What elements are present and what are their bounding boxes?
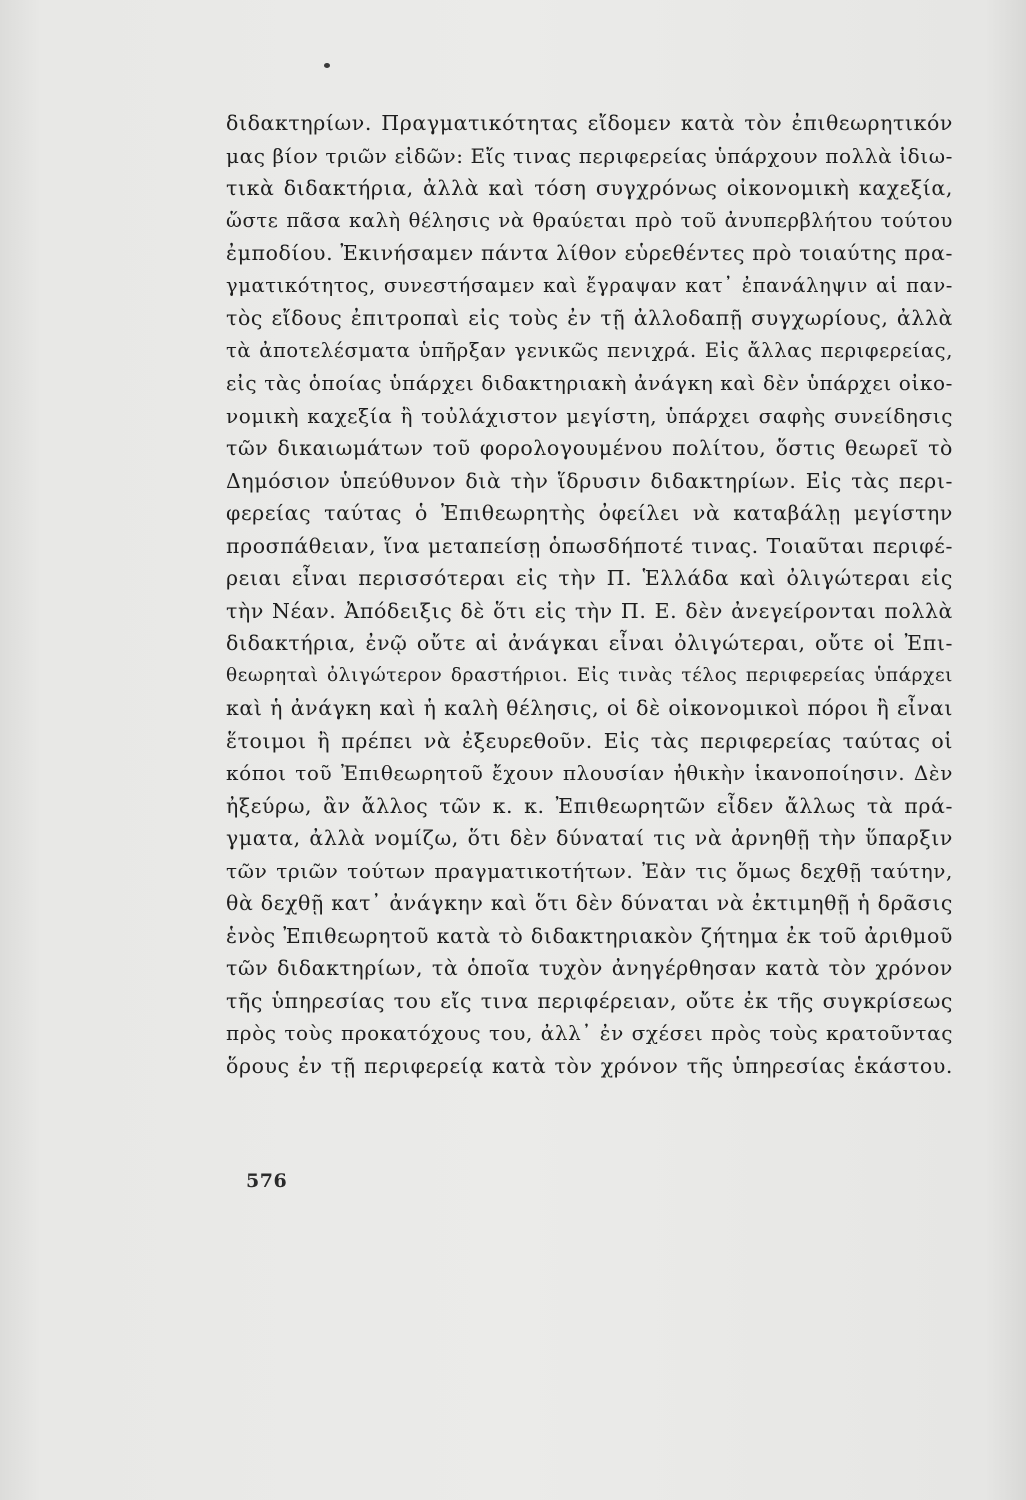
text-line: γματα, ἀλλὰ νομίζω, ὅτι δὲν δύναταί τις νὰ ἀρνηθῇ τὴν ὕπαρξιν — [226, 826, 953, 850]
text-line: ὅρους ἐν τῇ περιφερείᾳ κατὰ τὸν χρόνον τῆς ὑπηρεσίας ἑκάστου. — [226, 1053, 953, 1078]
text-line: εἰς τὰς ὁποίας ὑπάρχει διδακτηριακὴ ἀνάγκη καὶ δὲν ὑπάρχει οἰκο- — [226, 371, 953, 395]
text-line: θεωρηταὶ ὀλιγώτερον δραστήριοι. Εἰς τινὰς τέλος περιφερείας ὑπάρχει — [226, 664, 953, 686]
text-line: φερείας ταύτας ὁ Ἐπιθεωρητὴς ὀφείλει νὰ καταβάλῃ μεγίστην — [226, 501, 953, 525]
text-line: γματικότητος, συνεστήσαμεν καὶ ἔγραψαν κατ᾽ ἐπανάληψιν αἱ παν- — [226, 273, 953, 297]
text-line: καὶ ἡ ἀνάγκη καὶ ἡ καλὴ θέλησις, οἱ δὲ οἰκονομικοὶ πόροι ἢ εἶναι — [226, 696, 953, 720]
text-line: τικὰ διδακτήρια, ἀλλὰ καὶ τόση συγχρόνως οἰκονομικὴ καχεξία, — [226, 176, 953, 200]
text-line: τῶν δικαιωμάτων τοῦ φορολογουμένου πολίτου, ὅστις θεωρεῖ τὸ — [226, 436, 953, 460]
text-line: τὸς εἴδους ἐπιτροπαὶ εἰς τοὺς ἐν τῇ ἀλλοδαπῇ συγχωρίους, ἀλλὰ — [226, 306, 953, 330]
text-line: διδακτηρίων. Πραγματικότητας εἴδομεν κατὰ τὸν ἐπιθεωρητικόν — [226, 111, 953, 135]
page-number: 576 — [246, 1170, 288, 1192]
text-line: προσπάθειαν, ἵνα μεταπείσῃ ὁπωσδήποτέ τινας. Τοιαῦται περιφέ- — [226, 533, 953, 558]
text-line: Δημόσιον ὑπεύθυνον διὰ τὴν ἵδρυσιν διδακτηρίων. Εἰς τὰς περι- — [226, 468, 953, 493]
text-line: τῆς ὑπηρεσίας του εἴς τινα περιφέρειαν, οὔτε ἐκ τῆς συγκρίσεως — [226, 988, 953, 1013]
text-line: τὴν Νέαν. Ἀπόδειξις δὲ ὅτι εἰς τὴν Π. Ε. δὲν ἀνεγείρονται πολλὰ — [226, 598, 953, 623]
text-line: πρὸς τοὺς προκατόχους του, ἀλλ᾽ ἐν σχέσει πρὸς τοὺς κρατοῦντας — [226, 1021, 953, 1045]
text-line: τῶν διδακτηρίων, τὰ ὁποῖα τυχὸν ἀνηγέρθησαν κατὰ τὸν χρόνον — [226, 956, 953, 980]
text-line: ἠξεύρω, ἂν ἄλλος τῶν κ. κ. Ἐπιθεωρητῶν εἶδεν ἄλλως τὰ πρά- — [226, 793, 953, 818]
text-line: ἐμποδίου. Ἐκινήσαμεν πάντα λίθον εὑρεθέντες πρὸ τοιαύτης πρα- — [226, 241, 953, 265]
text-line: ρειαι εἶναι περισσότεραι εἰς τὴν Π. Ἑλλάδα καὶ ὀλιγώτεραι εἰς — [226, 566, 953, 590]
text-line: μας βίον τριῶν εἰδῶν: Εἴς τινας περιφερείας ὑπάρχουν πολλὰ ἰδιω- — [226, 143, 953, 168]
text-line: ὥστε πᾶσα καλὴ θέλησις νὰ θραύεται πρὸ τοῦ ἀνυπερβλήτου τούτου — [226, 208, 953, 232]
body-text — [226, 107, 953, 1082]
text-line: θὰ δεχθῇ κατ᾽ ἀνάγκην καὶ ὅτι δὲν δύναται νὰ ἐκτιμηθῇ ἡ δρᾶσις — [226, 891, 953, 915]
text-line: κόποι τοῦ Ἐπιθεωρητοῦ ἔχουν πλουσίαν ἠθικὴν ἱκανοποίησιν. Δὲν — [226, 761, 953, 785]
text-line: διδακτήρια, ἐνῷ οὔτε αἱ ἀνάγκαι εἶναι ὀλιγώτεραι, οὔτε οἱ Ἐπι- — [226, 631, 953, 655]
text-line: τῶν τριῶν τούτων πραγματικοτήτων. Ἐὰν τις ὅμως δεχθῇ ταύτην, — [226, 858, 953, 883]
text-line: νομικὴ καχεξία ἢ τοὐλάχιστον μεγίστη, ὑπάρχει σαφὴς συνείδησις — [226, 403, 953, 428]
text-line: ἑνὸς Ἐπιθεωρητοῦ κατὰ τὸ διδακτηριακὸν ζήτημα ἐκ τοῦ ἀριθμοῦ — [226, 923, 953, 948]
text-line: τὰ ἀποτελέσματα ὑπῆρξαν γενικῶς πενιχρά. Εἰς ἄλλας περιφερείας, — [226, 338, 953, 362]
text-line: ἕτοιμοι ἢ πρέπει νὰ ἐξευρεθοῦν. Εἰς τὰς περιφερείας ταύτας οἱ — [226, 728, 953, 753]
ink-speck — [324, 63, 330, 68]
